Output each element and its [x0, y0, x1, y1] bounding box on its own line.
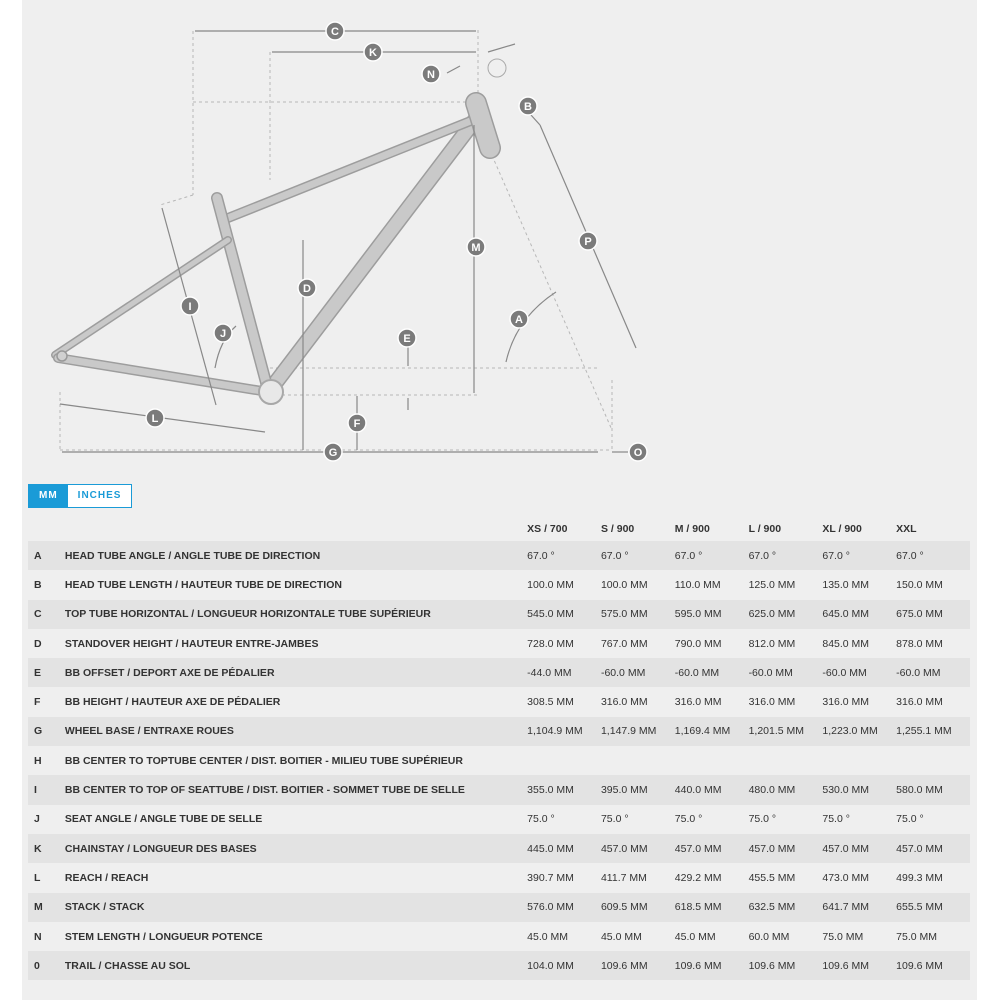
- row-code: E: [28, 658, 65, 687]
- row-value: -60.0 MM: [601, 658, 675, 687]
- header-size: XXL: [896, 522, 917, 535]
- label-E: [398, 329, 416, 347]
- label-F: [348, 414, 366, 432]
- row-value: -60.0 MM: [675, 658, 749, 687]
- row-value: 75.0 MM: [896, 930, 938, 943]
- row-value: 75.0 °: [748, 813, 777, 826]
- row-value: 316.0 MM: [600, 696, 648, 709]
- row-value: 75.0 °: [822, 813, 850, 826]
- row-value: 308.5 MM: [527, 696, 574, 709]
- row-name: STANDOVER HEIGHT / HAUTEUR ENTRE-JAMBES: [64, 637, 319, 650]
- row-value: 67.0 °: [896, 541, 970, 570]
- row-value: 645.0 MM: [822, 600, 896, 629]
- row-value: 878.0 MM: [896, 637, 943, 650]
- row-value: 580.0 MM: [896, 775, 970, 804]
- row-code: K: [28, 834, 65, 863]
- table-row: [28, 893, 970, 922]
- row-name: STACK / STACK: [65, 893, 527, 922]
- row-value: 1,169.4 MM: [675, 717, 749, 746]
- row-value: 67.0 °: [675, 541, 749, 570]
- unit-inches-button[interactable]: INCHES: [68, 485, 132, 507]
- row-value: 135.0 MM: [822, 578, 870, 591]
- row-name: TOP TUBE HORIZONTAL / LONGUEUR HORIZONTALE TUBE SUPÉRIEUR: [65, 600, 527, 629]
- unit-toggle: [28, 484, 132, 508]
- row-value: [601, 746, 675, 775]
- row-code: M: [28, 893, 65, 922]
- row-code: A: [28, 541, 65, 570]
- header-size: XS / 700: [527, 522, 568, 535]
- row-name: WHEEL BASE / ENTRAXE ROUES: [65, 717, 527, 746]
- row-value: 1,255.1 MM: [896, 717, 970, 746]
- svg-text:B: B: [524, 101, 532, 113]
- svg-text:F: F: [353, 418, 361, 430]
- svg-text:E: E: [403, 333, 411, 345]
- row-value: 390.7 MM: [527, 871, 574, 884]
- row-value: [675, 746, 749, 775]
- row-value: -60.0 MM: [896, 658, 970, 687]
- row-value: 625.0 MM: [749, 600, 823, 629]
- row-value: 75.0 MM: [822, 930, 864, 943]
- row-value: 125.0 MM: [748, 578, 796, 591]
- row-value: 411.7 MM: [600, 871, 647, 884]
- label-A: [510, 310, 528, 328]
- label-J: [214, 324, 232, 342]
- frame-geometry-diagram: [0, 0, 1000, 470]
- svg-text:I: I: [188, 301, 192, 313]
- row-code: I: [28, 775, 65, 804]
- row-value: 109.6 MM: [601, 951, 675, 980]
- row-value: 1,201.5 MM: [749, 717, 823, 746]
- geometry-table: [28, 516, 970, 980]
- row-code: G: [28, 717, 65, 746]
- header-code: [28, 516, 65, 541]
- row-value: 473.0 MM: [822, 871, 870, 884]
- unit-mm-button[interactable]: MM: [29, 485, 68, 507]
- construction-lines: [60, 30, 612, 452]
- row-value: 67.0 °: [749, 541, 823, 570]
- row-value: 618.5 MM: [675, 893, 749, 922]
- row-value: 67.0 °: [527, 541, 601, 570]
- table-row: [28, 951, 970, 980]
- row-name: BB OFFSET / DEPORT AXE DE PÉDALIER: [65, 658, 527, 687]
- row-code: C: [28, 600, 65, 629]
- header-size: L / 900: [748, 522, 782, 535]
- row-value: 575.0 MM: [601, 600, 675, 629]
- row-value: 109.6 MM: [675, 951, 749, 980]
- row-name: BB CENTER TO TOPTUBE CENTER / DIST. BOITIER - MILIEU TUBE SUPÉRIEUR: [64, 754, 463, 767]
- row-code: J: [34, 813, 40, 826]
- row-name: SEAT ANGLE / ANGLE TUBE DE SELLE: [64, 813, 263, 826]
- svg-text:A: A: [515, 314, 523, 326]
- row-value: 109.6 MM: [896, 951, 970, 980]
- svg-text:J: J: [219, 328, 227, 340]
- row-name: BB CENTER TO TOP OF SEATTUBE / DIST. BOITIER - SOMMET TUBE DE SELLE: [65, 775, 527, 804]
- row-code: B: [34, 578, 42, 591]
- label-N: [422, 65, 440, 83]
- row-value: [822, 746, 896, 775]
- svg-text:M: M: [471, 242, 481, 254]
- row-name: TRAIL / CHASSE AU SOL: [65, 951, 527, 980]
- row-value: 100.0 MM: [600, 578, 648, 591]
- row-value: 316.0 MM: [822, 696, 870, 709]
- row-code: N: [34, 930, 42, 943]
- row-value: 100.0 MM: [527, 578, 574, 591]
- row-name: HEAD TUBE ANGLE / ANGLE TUBE DE DIRECTION: [65, 541, 527, 570]
- row-code: L: [34, 871, 41, 884]
- table-header-row: [28, 516, 970, 541]
- row-value: 75.0 °: [674, 813, 703, 826]
- row-value: 545.0 MM: [527, 600, 601, 629]
- row-value: 812.0 MM: [748, 637, 796, 650]
- row-value: 316.0 MM: [674, 696, 722, 709]
- row-value: 455.5 MM: [748, 871, 796, 884]
- table-row: [28, 775, 970, 804]
- row-value: 609.5 MM: [601, 893, 675, 922]
- row-value: 845.0 MM: [822, 637, 870, 650]
- row-name: STEM LENGTH / LONGUEUR POTENCE: [64, 930, 263, 943]
- row-code: H: [34, 754, 42, 767]
- svg-text:G: G: [328, 447, 338, 459]
- row-value: -60.0 MM: [749, 658, 823, 687]
- row-value: 150.0 MM: [896, 578, 943, 591]
- row-value: -44.0 MM: [527, 658, 601, 687]
- row-value: 45.0 MM: [674, 930, 716, 943]
- table-row: [28, 922, 970, 951]
- table-row: [28, 863, 970, 892]
- table-row: [28, 717, 970, 746]
- table-row: [28, 629, 970, 658]
- label-I: [181, 297, 199, 315]
- table-row: [28, 805, 970, 834]
- row-value: 576.0 MM: [527, 893, 601, 922]
- label-O: [629, 443, 647, 461]
- row-value: 790.0 MM: [674, 637, 722, 650]
- row-value: 530.0 MM: [822, 775, 896, 804]
- row-value: [896, 746, 970, 775]
- header-size: M / 900: [674, 522, 710, 535]
- table-row: [28, 834, 970, 863]
- row-value: 457.0 MM: [675, 834, 749, 863]
- svg-text:P: P: [584, 236, 592, 248]
- row-value: 480.0 MM: [749, 775, 823, 804]
- row-value: 457.0 MM: [896, 834, 970, 863]
- dimension-lines: [60, 31, 636, 452]
- row-name: REACH / REACH: [64, 871, 149, 884]
- label-M: [467, 238, 485, 256]
- svg-text:K: K: [369, 47, 377, 59]
- label-P: [579, 232, 597, 250]
- row-code: 0: [28, 951, 65, 980]
- row-value: 109.6 MM: [822, 951, 896, 980]
- bike-frame: [55, 59, 506, 404]
- header-size: S / 900: [600, 522, 635, 535]
- row-value: 45.0 MM: [600, 930, 642, 943]
- row-value: 67.0 °: [601, 541, 675, 570]
- table-row: [28, 541, 970, 570]
- svg-text:L: L: [151, 413, 159, 425]
- row-value: 110.0 MM: [674, 578, 721, 591]
- row-value: 75.0 °: [527, 813, 555, 826]
- table-row: [28, 570, 970, 599]
- label-D: [298, 279, 316, 297]
- row-value: 429.2 MM: [674, 871, 722, 884]
- row-value: 1,104.9 MM: [527, 717, 601, 746]
- row-name: BB HEIGHT / HAUTEUR AXE DE PÉDALIER: [64, 696, 281, 709]
- row-value: 675.0 MM: [896, 600, 970, 629]
- row-name: CHAINSTAY / LONGUEUR DES BASES: [65, 834, 527, 863]
- row-value: 641.7 MM: [822, 893, 896, 922]
- row-value: 355.0 MM: [527, 775, 601, 804]
- label-L: [364, 43, 382, 61]
- label-G: [324, 443, 342, 461]
- svg-text:C: C: [331, 26, 339, 38]
- row-value: 316.0 MM: [748, 696, 796, 709]
- row-value: 109.6 MM: [749, 951, 823, 980]
- row-code: F: [34, 696, 41, 709]
- row-value: [527, 746, 601, 775]
- row-code: D: [34, 637, 42, 650]
- table-row: [28, 687, 970, 716]
- row-value: 395.0 MM: [601, 775, 675, 804]
- row-value: 75.0 °: [896, 813, 924, 826]
- svg-text:O: O: [633, 447, 643, 459]
- svg-text:D: D: [303, 283, 311, 295]
- svg-text:N: N: [427, 69, 435, 81]
- row-value: 1,223.0 MM: [822, 717, 896, 746]
- row-value: 60.0 MM: [748, 930, 790, 943]
- row-value: 728.0 MM: [527, 637, 574, 650]
- row-value: 104.0 MM: [527, 951, 601, 980]
- table-row: [28, 658, 970, 687]
- row-value: 457.0 MM: [822, 834, 896, 863]
- row-value: 595.0 MM: [675, 600, 749, 629]
- row-name: HEAD TUBE LENGTH / HAUTEUR TUBE DE DIRECTION: [64, 578, 342, 591]
- row-value: 45.0 MM: [527, 930, 569, 943]
- row-value: 457.0 MM: [601, 834, 675, 863]
- row-value: 440.0 MM: [675, 775, 749, 804]
- row-value: 67.0 °: [822, 541, 896, 570]
- row-value: 457.0 MM: [749, 834, 823, 863]
- header-name: [65, 516, 527, 541]
- label-C: [326, 22, 344, 40]
- row-value: 445.0 MM: [527, 834, 601, 863]
- row-value: 75.0 °: [600, 813, 629, 826]
- row-value: [749, 746, 823, 775]
- row-value: 767.0 MM: [600, 637, 648, 650]
- row-value: 632.5 MM: [749, 893, 823, 922]
- label-B: [519, 97, 537, 115]
- row-value: 499.3 MM: [896, 871, 943, 884]
- label-K: [146, 409, 164, 427]
- row-value: 1,147.9 MM: [601, 717, 675, 746]
- header-size: XL / 900: [822, 522, 862, 535]
- row-value: 655.5 MM: [896, 893, 970, 922]
- table-row: [28, 600, 970, 629]
- table-row: [28, 746, 970, 775]
- row-value: -60.0 MM: [822, 658, 896, 687]
- row-value: 316.0 MM: [896, 696, 943, 709]
